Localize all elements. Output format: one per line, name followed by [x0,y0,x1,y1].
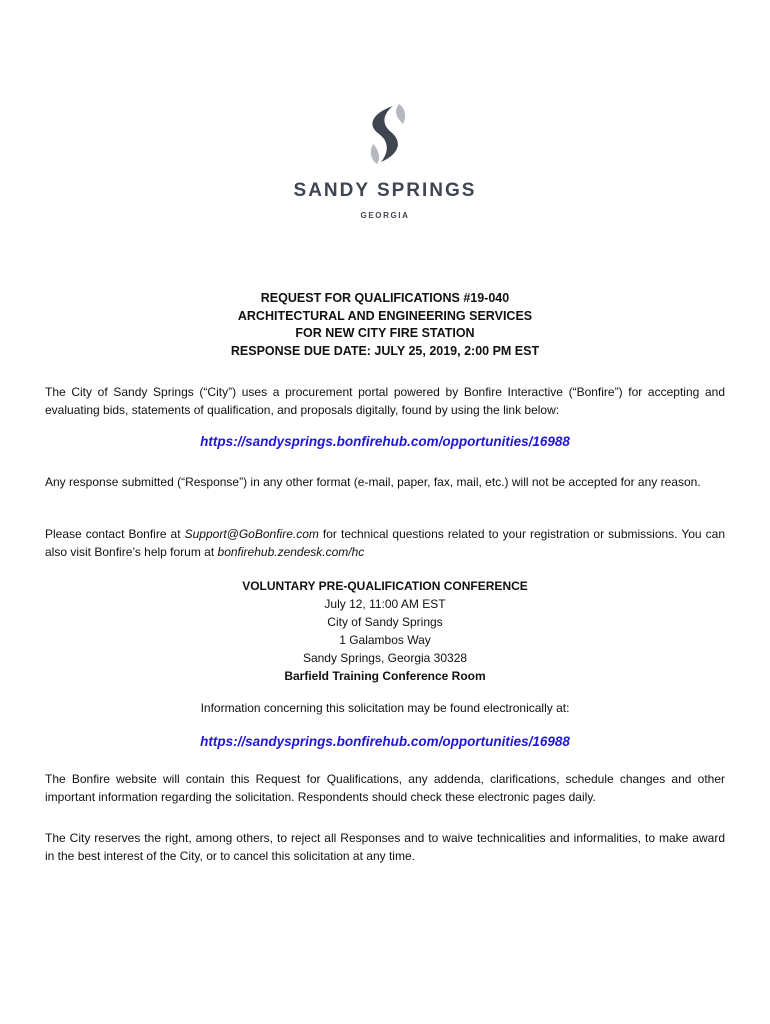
conference-city: Sandy Springs, Georgia 30328 [302,651,468,665]
conference-info [45,577,725,685]
sandy-springs-logo-icon [353,102,417,166]
conference-date: July 12, 11:00 AM EST [324,597,446,611]
contact-paragraph [45,525,725,561]
website-paragraph: The Bonfire website will contain this Request for Qualifications, any addenda, clarifications, schedule changes and other important information regarding the solicitation. Respondents should check these electronic pages daily. [45,772,725,804]
opportunity-link-2[interactable]: https://sandysprings.bonfirehub.com/opportunities/16988 [200,734,570,749]
title-line-1: REQUEST FOR QUALIFICATIONS #19-040 [260,291,510,305]
logo-state: GEORGIA [360,211,410,220]
conference-org: City of Sandy Springs [327,615,443,629]
opportunity-link-2-wrap [45,733,725,751]
contact-middle: for technical questions related to your registration or submissions. You can also visit Bonfire’s help forum at [45,527,725,559]
help-forum-link[interactable]: bonfirehub.zendesk.com/hc [217,545,365,559]
support-email-link[interactable]: Support@GoBonfire.com [184,527,319,541]
reserve-rights-paragraph: The City reserves the right, among others, to reject all Responses and to waive technicalities and informalities, to make award in the best interest of the City, or to cancel this solicitation at any time. [45,831,725,863]
title-line-3: FOR NEW CITY FIRE STATION [295,326,475,340]
conference-heading: VOLUNTARY PRE-QUALIFICATION CONFERENCE [242,579,528,593]
title-line-2: ARCHITECTURAL AND ENGINEERING SERVICES [237,308,533,323]
conference-street: 1 Galambos Way [339,633,431,647]
info-paragraph: Information concerning this solicitation may be found electronically at: [200,701,570,715]
intro-paragraph: The City of Sandy Springs (“City”) uses a procurement portal powered by Bonfire Interactive (“Bonfire”) for accepting and evaluating bids, statements of qualification, and proposals digitally, found by using the link below: [45,385,725,417]
title-line-4: RESPONSE DUE DATE: JULY 25, 2019, 2:00 PM EST [230,343,540,358]
document-title [45,290,725,360]
opportunity-link-1-wrap [45,433,725,451]
conference-room: Barfield Training Conference Room [284,669,486,683]
opportunity-link-1[interactable]: https://sandysprings.bonfirehub.com/opportunities/16988 [200,434,570,449]
format-notice-paragraph: Any response submitted (“Response”) in any other format (e-mail, paper, fax, mail, etc.) will not be accepted for any reason. [45,475,701,489]
sandy-springs-logo [0,102,770,220]
logo-name: SANDY SPRINGS [293,180,477,201]
contact-prefix: Please contact Bonfire at [45,527,185,541]
